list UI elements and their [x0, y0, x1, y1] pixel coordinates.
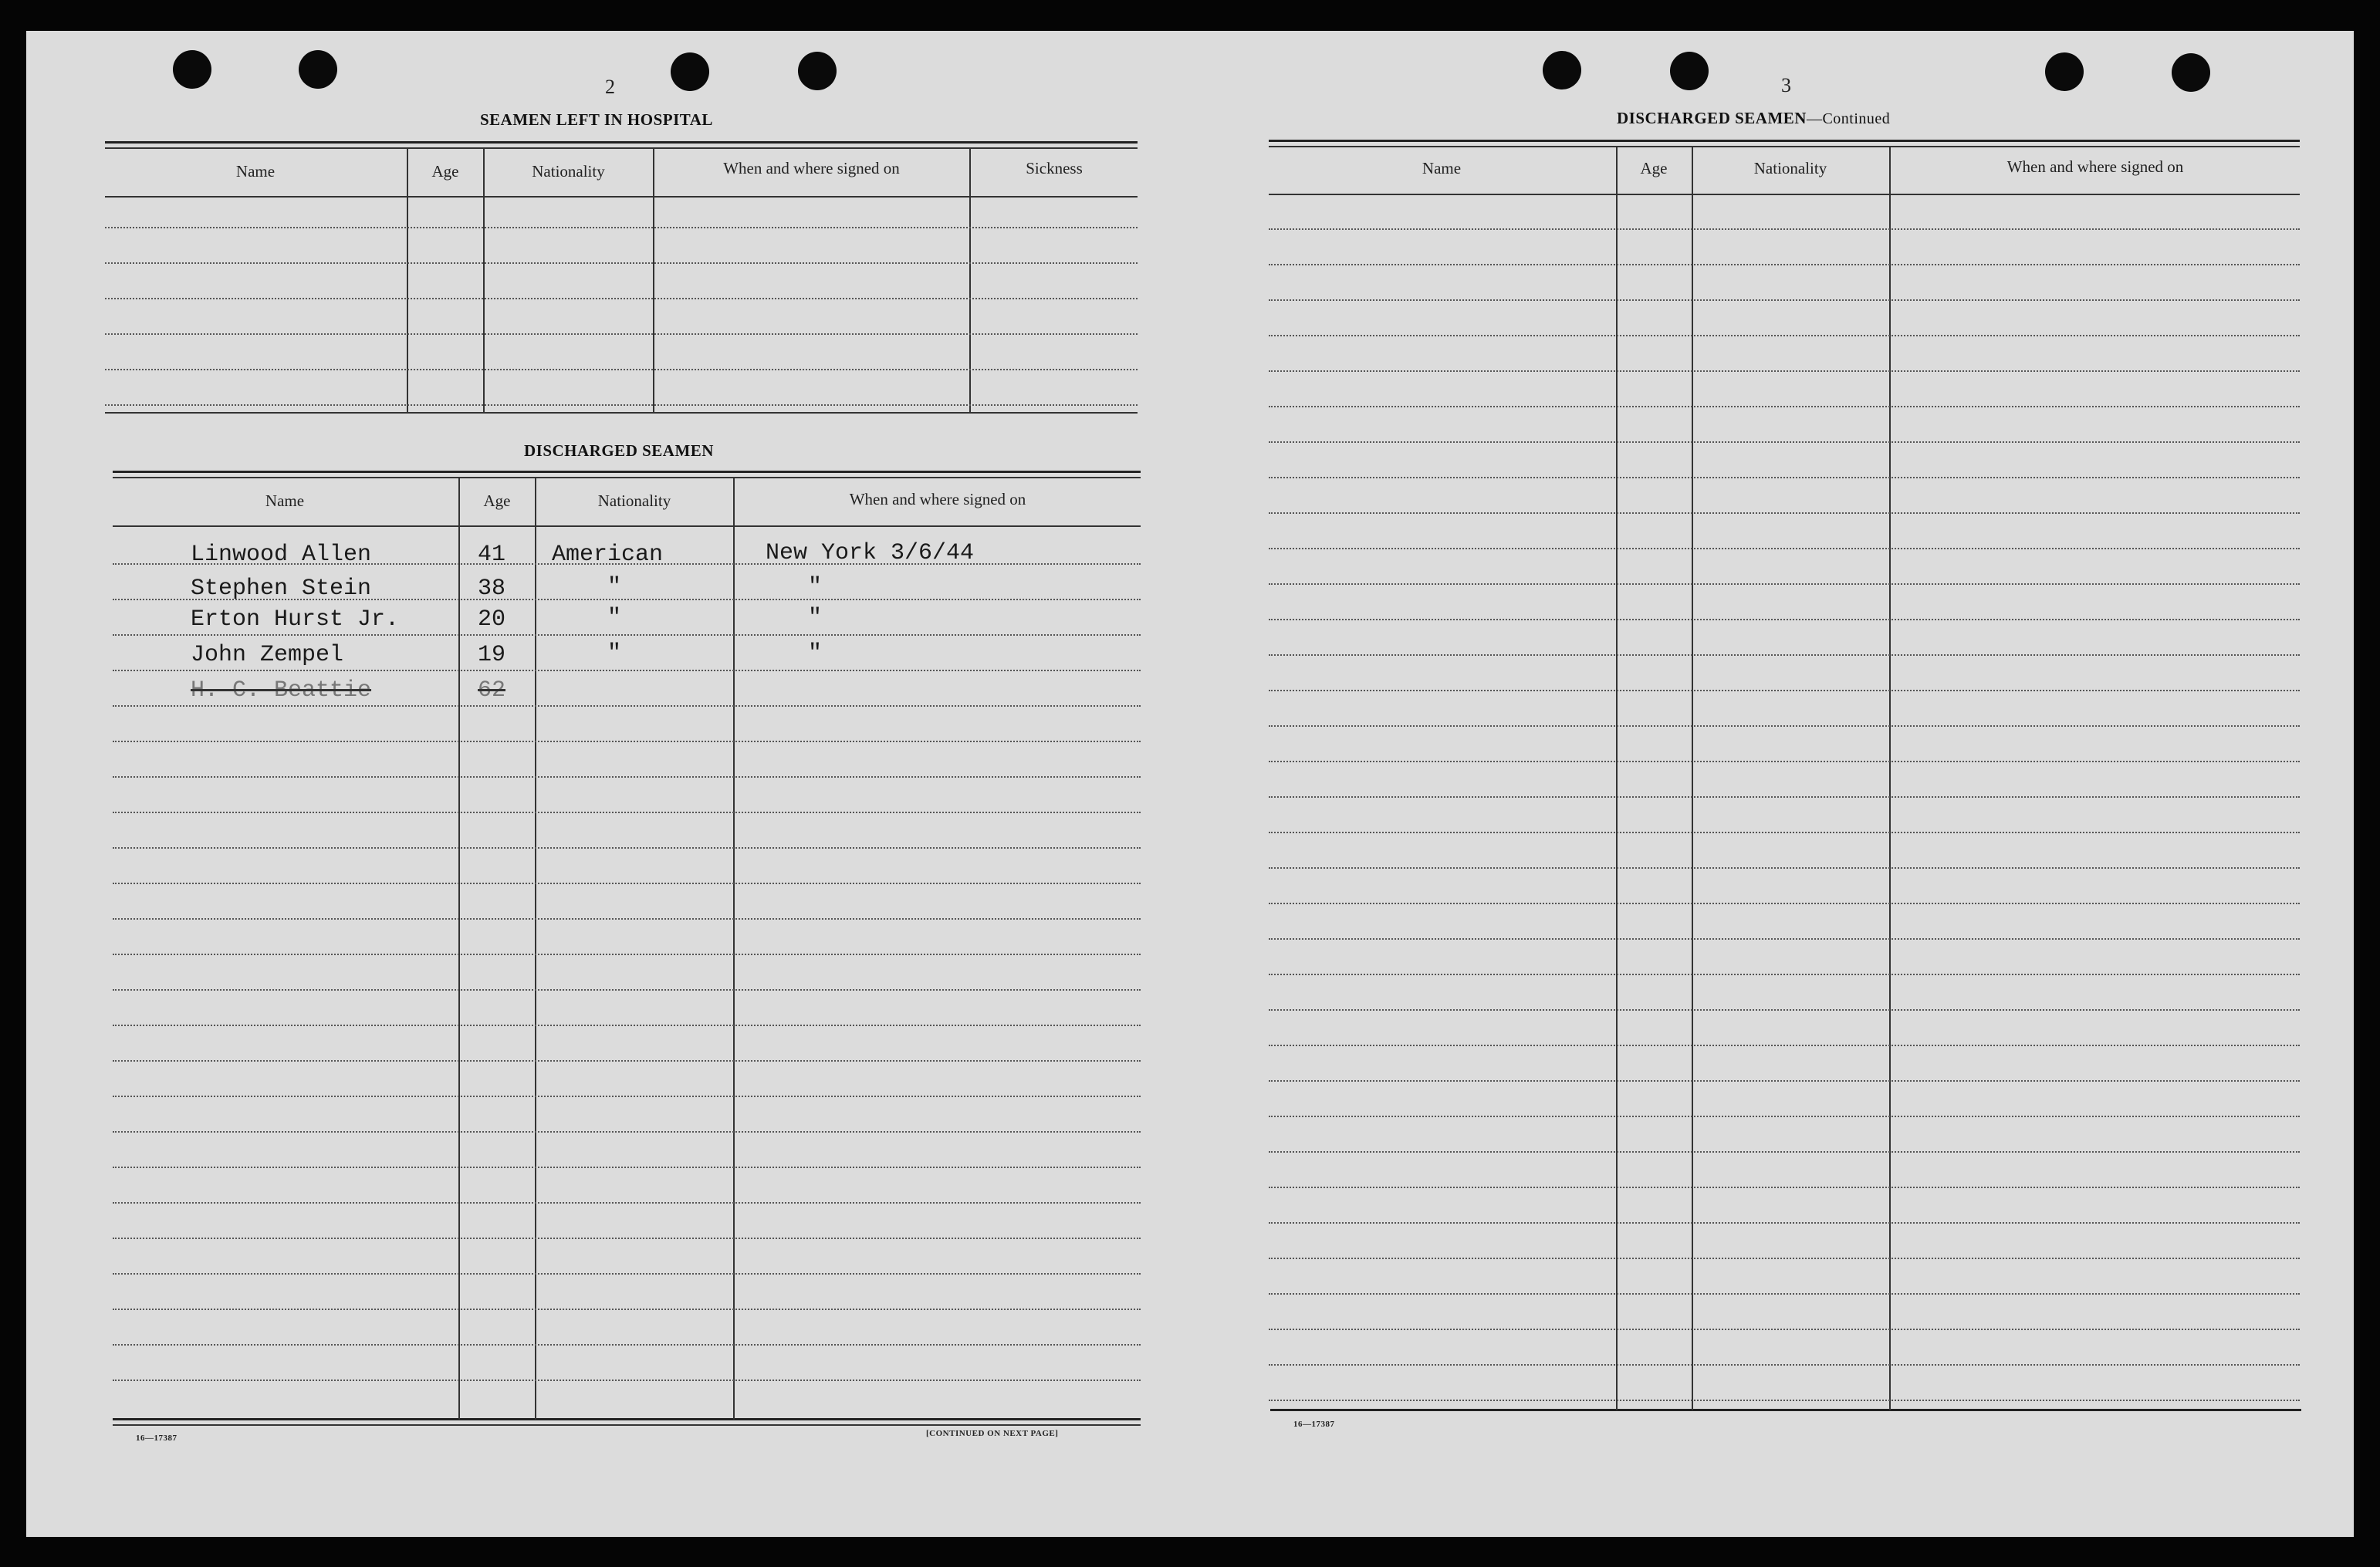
discharged-top-rule-2	[113, 477, 1141, 478]
seaman-name: Linwood Allen	[191, 542, 372, 568]
table-row-line	[105, 404, 1138, 406]
page-number-left: 2	[605, 76, 615, 98]
table-row-line	[1269, 690, 2300, 691]
discharged-continued-title	[1617, 109, 1890, 128]
punch-hole	[671, 52, 709, 91]
table-row-line	[1269, 796, 2300, 798]
seaman-name: John Zempel	[191, 642, 344, 668]
table-row-line	[113, 741, 1141, 742]
hospital-col-divider	[969, 149, 971, 414]
table-row-line	[1269, 1187, 2300, 1188]
table-row-line	[1269, 938, 2300, 940]
table-row-line	[113, 1167, 1141, 1168]
seaman-age: 38	[478, 576, 506, 602]
seaman-name: Stephen Stein	[191, 576, 372, 602]
table-row-line	[1269, 228, 2300, 230]
table-row-line	[1269, 1116, 2300, 1117]
hospital-col-signed-on: When and where signed on	[723, 159, 900, 177]
punch-hole	[173, 50, 211, 89]
hospital-col-age: Age	[431, 162, 459, 181]
table-row-line	[1269, 441, 2300, 443]
table-row-line	[113, 634, 1141, 636]
seaman-signed-on: "	[808, 574, 823, 600]
table-row-line	[1269, 1045, 2300, 1046]
table-row-line	[1269, 903, 2300, 904]
form-number-left: 16—17387	[136, 1434, 177, 1443]
discharged-section-title: DISCHARGED SEAMEN	[524, 441, 714, 460]
continued-note: [CONTINUED ON NEXT PAGE]	[926, 1429, 1059, 1438]
table-row-line	[105, 369, 1138, 370]
hospital-top-rule	[105, 141, 1138, 144]
hospital-col-name: Name	[235, 162, 276, 181]
table-row-line	[113, 847, 1141, 849]
table-row-line	[1269, 1080, 2300, 1082]
struck-seaman-name: H. C. Beattie	[191, 677, 372, 704]
seaman-nationality: "	[607, 605, 622, 631]
table-row-line	[105, 262, 1138, 264]
table-row-line	[113, 1096, 1141, 1097]
continued-col-divider	[1616, 147, 1618, 1410]
table-row-line	[113, 1202, 1141, 1204]
table-row-line	[113, 1380, 1141, 1381]
table-row-line	[1269, 725, 2300, 727]
table-row-line	[1269, 761, 2300, 762]
table-row-line	[113, 670, 1141, 671]
hospital-top-rule-2	[105, 147, 1138, 149]
table-row-line	[1269, 1151, 2300, 1153]
table-row-line	[1269, 299, 2300, 301]
hospital-col-divider	[653, 149, 654, 414]
continued-col-divider	[1889, 147, 1891, 1410]
continued-top-rule	[1269, 140, 2300, 142]
hospital-header-rule	[105, 196, 1138, 198]
table-row-line	[113, 883, 1141, 884]
seaman-nationality: "	[607, 640, 622, 667]
table-row-line	[1269, 1258, 2300, 1259]
table-row-line	[113, 705, 1141, 707]
continued-col-nationality: Nationality	[1753, 159, 1827, 177]
table-row-line	[1269, 512, 2300, 514]
seaman-nationality: "	[607, 574, 622, 600]
discharged-col-age: Age	[483, 491, 511, 510]
table-row-line	[113, 1309, 1141, 1310]
punch-hole	[2045, 52, 2084, 91]
table-row-line	[1269, 1222, 2300, 1224]
table-row-line	[113, 1025, 1141, 1026]
table-row-line	[113, 954, 1141, 955]
table-row-line	[1269, 335, 2300, 336]
discharged-continued-title-main: DISCHARGED SEAMEN	[1617, 109, 1807, 127]
seaman-name: Erton Hurst Jr.	[191, 606, 400, 633]
table-row-line	[105, 227, 1138, 228]
table-row-line	[113, 1060, 1141, 1062]
discharged-col-divider	[733, 478, 735, 1420]
seaman-signed-on: "	[808, 605, 823, 631]
table-row-line	[113, 1273, 1141, 1275]
continued-header-rule	[1269, 194, 2300, 195]
discharged-col-divider	[458, 478, 460, 1420]
discharged-col-nationality: Nationality	[597, 491, 671, 510]
punch-hole	[299, 50, 337, 89]
table-row-line	[1269, 1329, 2300, 1330]
punch-hole	[2172, 53, 2210, 92]
hospital-section-title: SEAMEN LEFT IN HOSPITAL	[480, 110, 713, 129]
continued-top-rule-2	[1269, 146, 2300, 147]
seaman-age: 19	[478, 642, 506, 668]
hospital-col-nationality: Nationality	[532, 162, 605, 181]
continued-col-age: Age	[1640, 159, 1668, 177]
discharged-col-name: Name	[265, 491, 305, 510]
table-row-line	[1269, 406, 2300, 407]
seaman-signed-on: New York 3/6/44	[766, 540, 975, 566]
continued-col-signed-on: When and where signed on	[2006, 157, 2184, 176]
hospital-col-divider	[483, 149, 485, 414]
table-row-line	[1269, 548, 2300, 549]
table-row-line	[113, 776, 1141, 778]
table-row-line	[1269, 867, 2300, 869]
form-number-right: 16—17387	[1293, 1420, 1335, 1429]
table-row-line	[113, 989, 1141, 991]
discharged-col-signed-on: When and where signed on	[849, 490, 1026, 508]
hospital-col-sickness: Sickness	[1026, 159, 1083, 177]
seaman-nationality: American	[552, 542, 664, 568]
seaman-signed-on: "	[808, 640, 823, 667]
table-row-line	[1269, 1364, 2300, 1366]
seaman-age: 20	[478, 606, 506, 633]
discharged-top-rule	[113, 471, 1141, 473]
table-row-line	[1269, 974, 2300, 975]
table-row-line	[1269, 1009, 2300, 1011]
discharged-bottom-rule	[113, 1418, 1141, 1420]
discharged-header-rule	[113, 525, 1141, 527]
continued-col-divider	[1692, 147, 1693, 1410]
table-row-line	[1269, 477, 2300, 478]
table-row-line	[1269, 1293, 2300, 1295]
continued-col-name: Name	[1422, 159, 1462, 177]
continued-bottom-rule	[1270, 1409, 2301, 1411]
hospital-bottom-rule	[105, 412, 1138, 414]
document-sheet	[26, 31, 2354, 1537]
table-row-line	[113, 918, 1141, 920]
table-row-line	[105, 333, 1138, 335]
discharged-col-divider	[535, 478, 536, 1420]
hospital-col-divider	[407, 149, 408, 414]
table-row-line	[105, 298, 1138, 299]
table-row-line	[1269, 1400, 2300, 1401]
table-row-line	[113, 1344, 1141, 1346]
table-row-line	[113, 812, 1141, 813]
table-row-line	[1269, 654, 2300, 656]
struck-seaman-age: 62	[478, 677, 506, 704]
page-number-right: 3	[1781, 74, 1791, 96]
table-row-line	[1269, 370, 2300, 372]
discharged-continued-title-suffix: —Continued	[1806, 110, 1891, 127]
discharged-bottom-rule-2	[113, 1424, 1141, 1426]
punch-hole	[1543, 51, 1581, 89]
punch-hole	[798, 52, 837, 90]
table-row-line	[113, 1131, 1141, 1133]
table-row-line	[1269, 583, 2300, 585]
table-row-line	[1269, 264, 2300, 265]
seaman-age: 41	[478, 542, 506, 568]
table-row-line	[113, 1238, 1141, 1239]
table-row-line	[1269, 619, 2300, 620]
table-row-line	[1269, 832, 2300, 833]
punch-hole	[1670, 52, 1709, 90]
